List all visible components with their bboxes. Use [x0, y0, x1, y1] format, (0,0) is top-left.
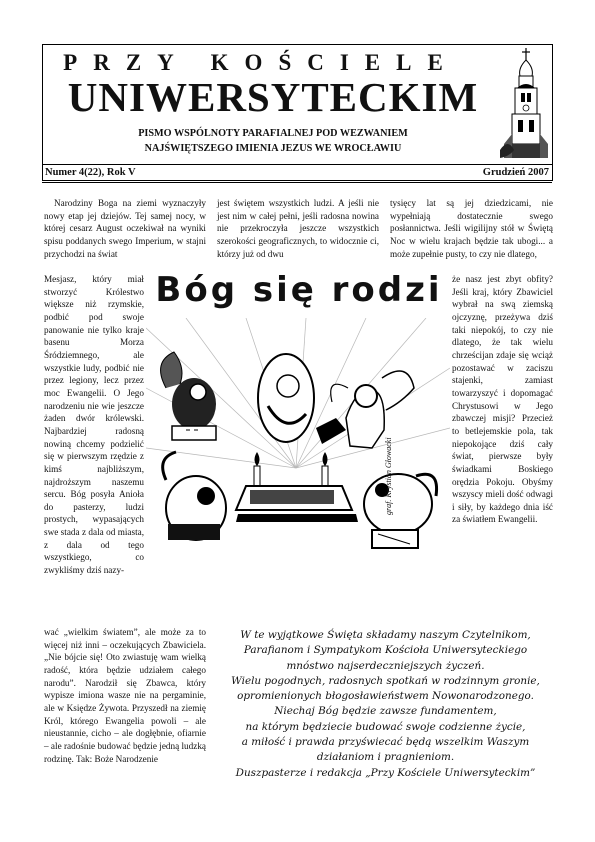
greeting-line: Niechaj Bóg będzie zawsze fundamentem,: [274, 705, 497, 718]
article-paragraph: wać „wielkim światem”, ale może za to więcej niż inni – oczekujących Zbawiciela. „Nie bójcie się! Oto zwiastuję wam wielką radość, która będzie udziałem całego narodu”. Narodził się Zbawca, który wypisze imiona wasze nie na pergaminie, ale w Księdze Żywota. Przyszedł na ziemię Król, którego Ewangelia powoli – ale nieustannie, cicho – ale dogłębnie, ofiarnie – ale radośnie budować będzie jedną ludzką rodzinę. Tak: Boże Narodzenie: [44, 627, 206, 764]
masthead-subtitle: [42, 126, 504, 156]
angel-figure: [331, 371, 414, 448]
masthead-title: UNIWERSYTECKIM: [67, 74, 479, 120]
article-column-2-top: [217, 197, 379, 260]
greeting-line: W te wyjątkowe Święta składamy naszym Czytelnikom,: [240, 629, 531, 641]
masthead-top-line: PRZY KOŚCIELE: [63, 50, 459, 75]
lion-figure: [161, 352, 216, 440]
nativity-illustration: [146, 318, 450, 618]
greeting-line: a miłość i prawda przyświecać będą wszelkim Waszym: [241, 736, 530, 749]
greeting-line: na którym będziecie budować swoje codzienne życie,: [245, 720, 526, 733]
bull-figure: [163, 452, 226, 540]
issue-number: Numer 4(22), Rok V: [45, 167, 136, 178]
article-column-1-narrow: [44, 273, 144, 577]
christmas-greeting: [218, 628, 553, 781]
greeting-line: opromienionych błogosławieństwem Nowonarodzonego.: [237, 690, 534, 703]
article-paragraph: jest świętem wszystkich ludzi. A jeśli nie jest nim w całej pełni, jeśli radosna nowina nie przekroczyła jeszcze wszystkich szerokości geograficznych, to widocznie ci, którzy już od dwu: [217, 198, 379, 259]
issue-date: Grudzień 2007: [482, 167, 549, 178]
article-paragraph: że nasz jest zbyt obfity? Jeśli kraj, który Zbawiciel wybrał na swą ziemską ojczyznę, przeżywa dziś taki niepokój, to czy nie dlatego, że tak wielu chrześcijan zdaje się wciąż pozostawać w zaciszu stajenki, zamiast towarzyszyć i dopomagać Chrystusowi w Jego zbawczej misji? Przecież to betlejemskie pola, tak niepokojące dziś cały świat, pierwsze były świadkami Boskiego orędzia Pokoju. Obyśmy wszyscy mieli dość odwagi i siły, by każdego dnia iść za światłem Ewangelii.: [452, 274, 553, 525]
greeting-line: mnóstwo najserdeczniejszych życzeń.: [286, 659, 485, 672]
article-paragraph: Narodziny Boga na ziemi wyznaczyły nowy etap jej dziejów. Tej samej nocy, w której cesarz August oczekiwał na wyniki spisu poddanych swego Imperium, w stajni przychodzi na świat: [44, 198, 206, 259]
article-headline: Bóg się rodzi: [155, 270, 443, 310]
greeting-signature: Duszpasterze i redakcja „Przy Kościele Uniwersyteckim”: [235, 766, 536, 779]
article-column-3-narrow: [452, 273, 553, 526]
art-credit: graf. Krystian Głowacki: [384, 437, 393, 515]
eagle-figure: [364, 474, 437, 548]
church-tower-icon: [500, 46, 552, 162]
article-column-1-bottom: [44, 626, 206, 765]
issue-bar: [42, 164, 552, 183]
subtitle-line-1: PISMO WSPÓLNOTY PARAFIALNEJ POD WEZWANIEM: [138, 128, 408, 139]
subtitle-line-2: NAJŚWIĘTSZEGO IMIENIA JEZUS WE WROCŁAWIU: [144, 143, 402, 154]
article-paragraph: tysięcy lat są jej dziedzicami, nie wypełniają dostatecznie swego posłannictwa. Jeśli wigilijny stół w Świętą Noc w wielu krajach będzie tak ubogi... a może zupełnie pusty, to czy nie dlatego,: [390, 198, 553, 259]
altar-book: [236, 486, 358, 522]
article-column-3-top: [390, 197, 553, 260]
article-paragraph: Mesjasz, który miał stworzyć Królestwo większe niż rzymskie, podbić pod swoje panowanie nie tylko kraje basenu Morza Śródziemnego, ale wszystkie ludy, podbić nie przez legiony, lecz przez moc Ewangelii. O Jego narodzeniu nie wie jeszcze żaden dwór królewski. Najbardziej radosną nowiną chcemy podzielić się w pierwszym rzędzie z kimś najbliższym, najdroższym naszemu sercu. Bóg posyła Anioła do pasterzy, ludzi prostych, wypasających swe stada z dala od miasta, z dala od tego wszystkiego, co zwykliśmy dziś nazy-: [44, 274, 144, 576]
greeting-line: działaniom i pragnieniom.: [316, 751, 455, 764]
greeting-line: Wielu pogodnych, radosnych spotkań w rodzinnym gronie,: [231, 674, 540, 687]
article-column-1-top: [44, 197, 206, 260]
greeting-line: Parafianom i Sympatykom Kościoła Uniwersyteckiego: [243, 644, 528, 657]
